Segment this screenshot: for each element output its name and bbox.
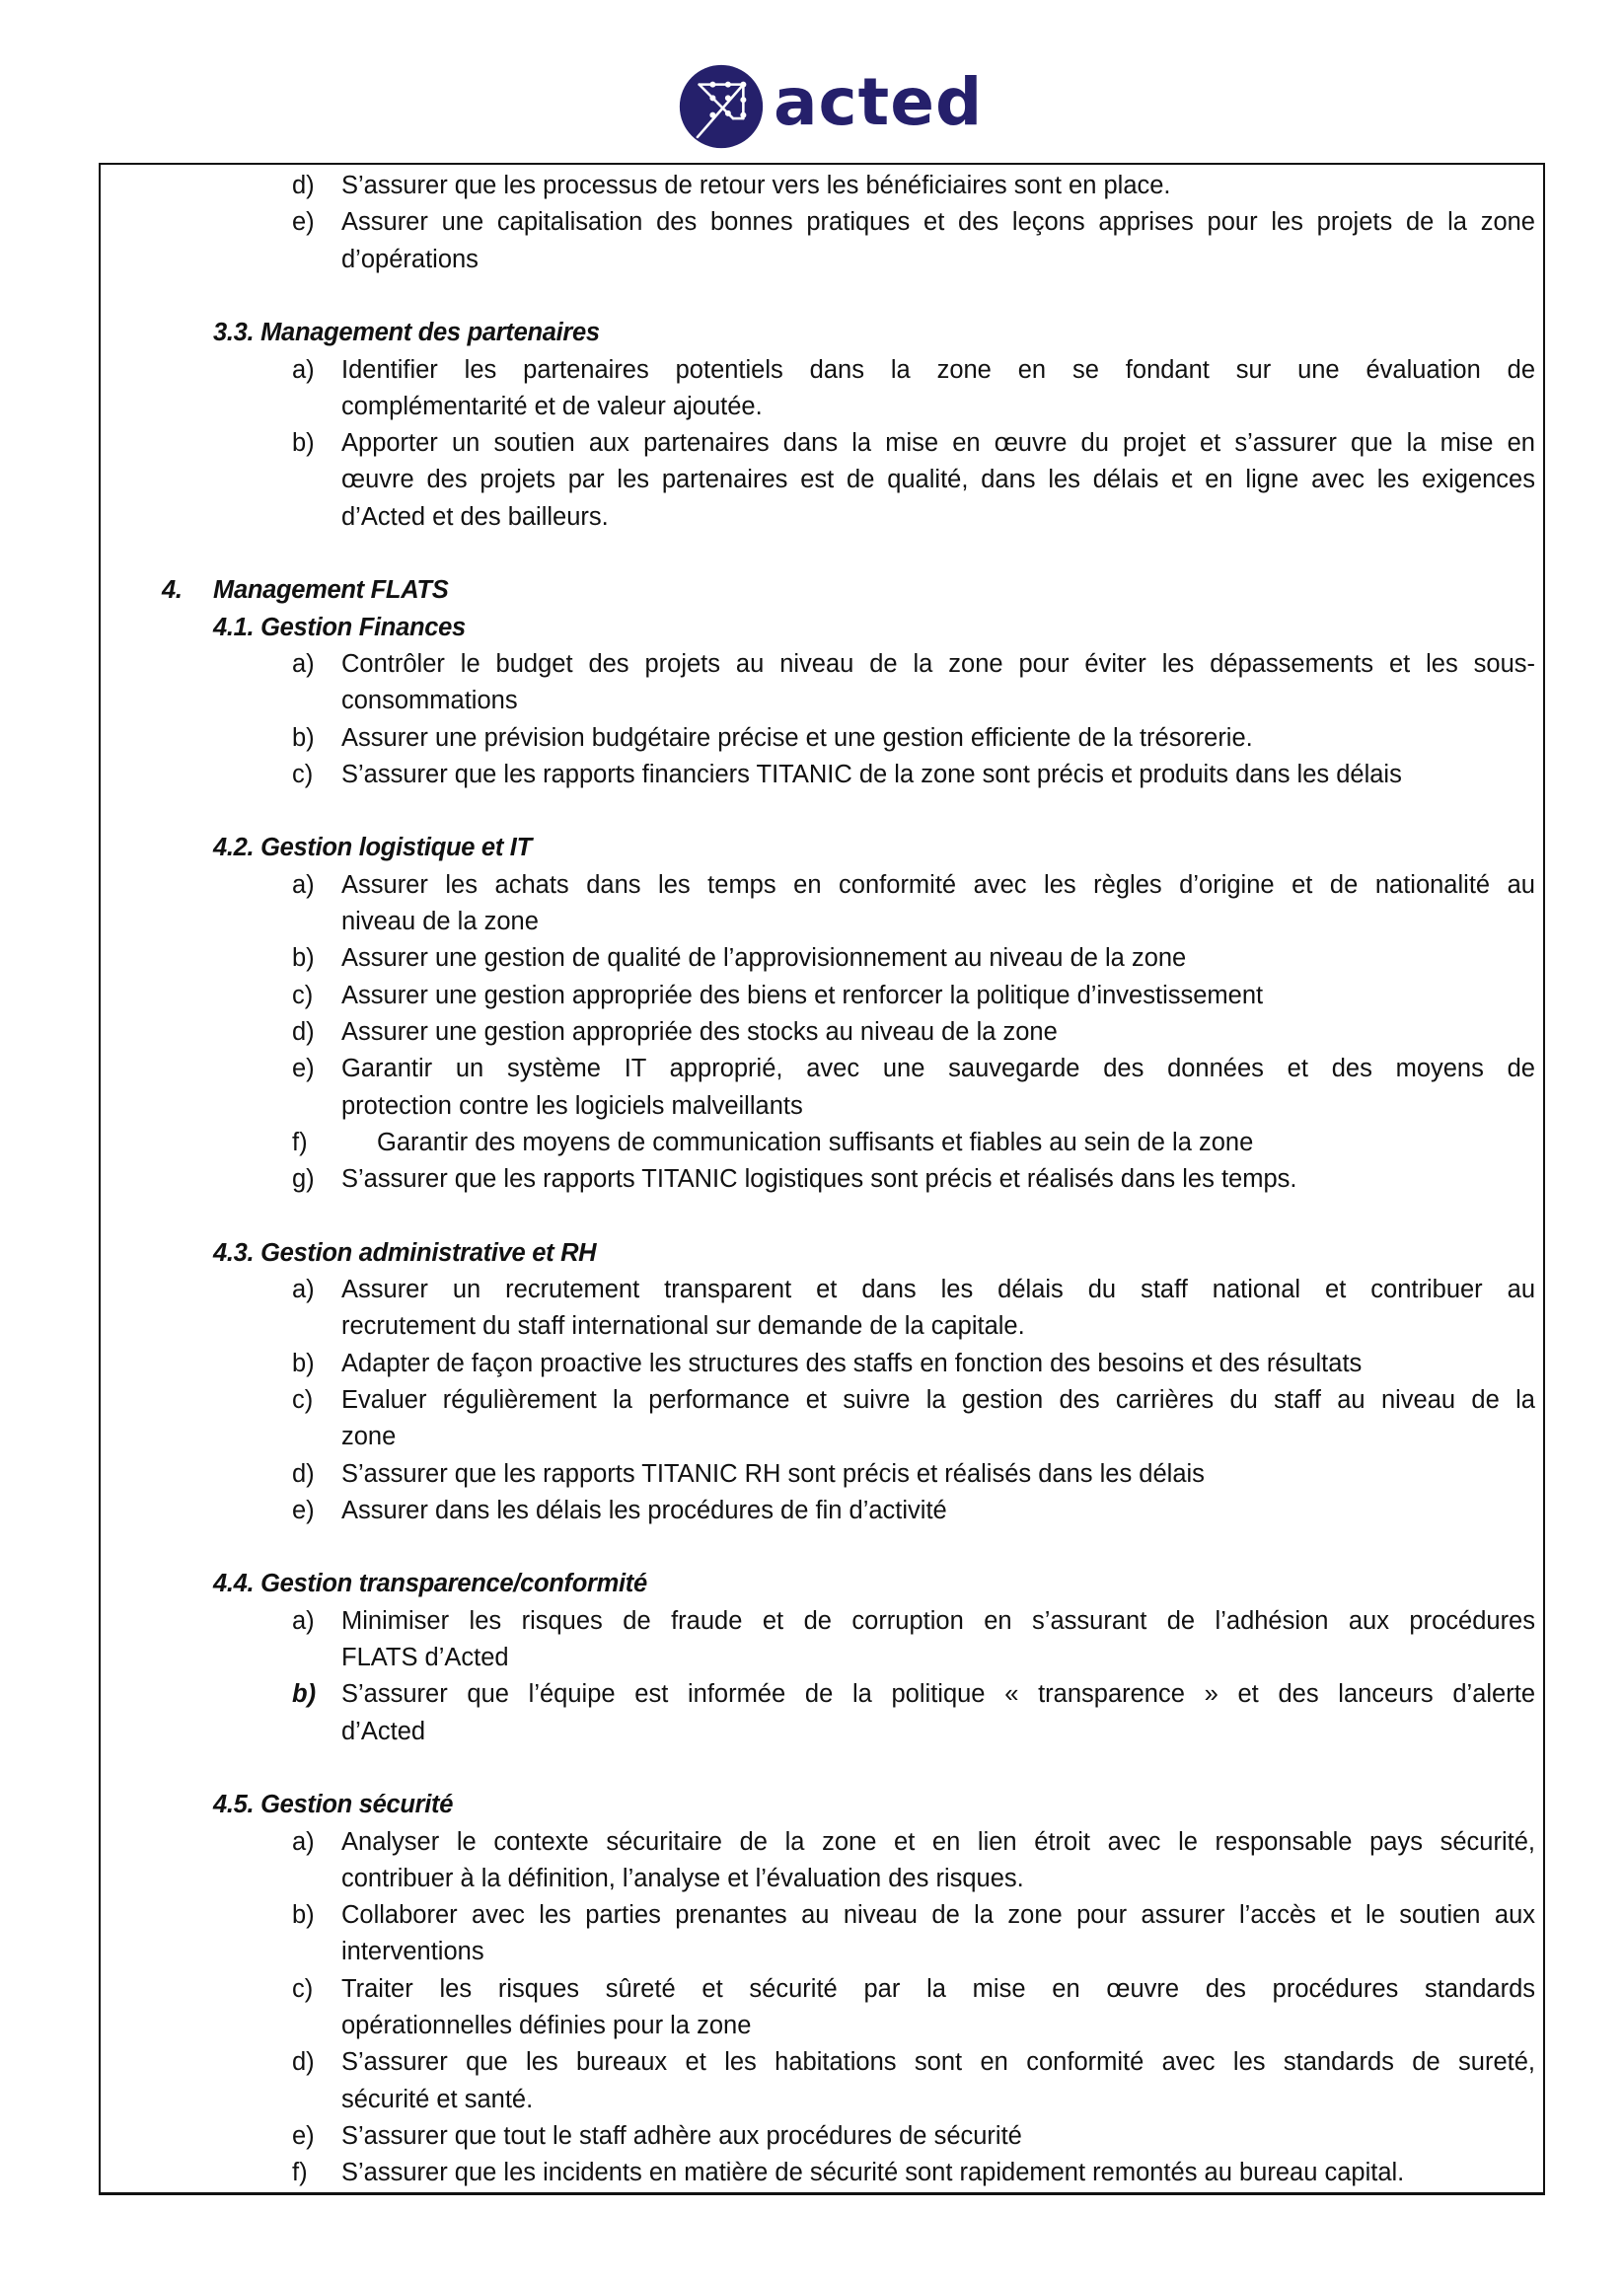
- list-item-text: Identifier les partenaires potentiels dans la zone en se fondant sur une évaluation de: [341, 355, 1535, 384]
- list-item-text: Traiter les risques sûreté et sécurité par la mise en œuvre des procédures standards: [341, 1974, 1535, 2003]
- list-marker: e): [292, 1055, 315, 1083]
- list-item-text: S’assurer que les rapports TITANIC logistiques sont précis et réalisés dans les temps.: [341, 1165, 1297, 1194]
- list-marker: a): [292, 1606, 315, 1635]
- list-marker: b): [292, 1680, 317, 1709]
- list-item-text: Assurer une gestion appropriée des biens et renforcer la politique d’investissement: [341, 981, 1264, 1009]
- list-item-text: Assurer une capitalisation des bonnes pratiques et des leçons apprises pour les projets de la zone: [341, 208, 1535, 237]
- list-item-text: niveau de la zone: [341, 908, 539, 935]
- list-marker: a): [292, 649, 315, 678]
- list-item-text: Assurer une gestion de qualité de l’approvisionnement au niveau de la zone: [341, 944, 1187, 973]
- list-item-text: Collaborer avec les parties prenantes au niveau de la zone pour assurer l’accès et le soutien aux: [341, 1901, 1535, 1930]
- list-item-text: contribuer à la définition, l’analyse et l’évaluation des risques.: [341, 1864, 1024, 1892]
- list-item-text: Adapter de façon proactive les structures des staffs en fonction des besoins et des résultats: [341, 1349, 1363, 1377]
- list-item-text: Assurer les achats dans les temps en conformité avec les règles d’origine et de nationalité au: [341, 870, 1535, 899]
- list-marker: e): [292, 208, 315, 237]
- subsection-heading: 4.1. Gestion Finances: [213, 613, 466, 641]
- list-item-text: Assurer dans les délais les procédures de fin d’activité: [341, 1496, 947, 1524]
- list-marker: a): [292, 1827, 315, 1856]
- acted-logo: [679, 61, 983, 152]
- list-item-text: opérationnelles définies pour la zone: [341, 2012, 752, 2039]
- list-item-text: Contrôler le budget des projets au niveau de la zone pour éviter les dépassements et les sous-: [341, 649, 1535, 678]
- list-item-text: Minimiser les risques de fraude et de corruption en s’assurant de l’adhésion aux procédures: [341, 1606, 1535, 1635]
- list-item-text: Assurer un recrutement transparent et dans les délais du staff national et contribuer au: [341, 1276, 1535, 1303]
- list-item-text: œuvre des projets par les partenaires est de qualité, dans les délais et en ligne avec les exigences: [341, 466, 1535, 494]
- list-item-text: consommations: [341, 687, 518, 715]
- list-item-text: protection contre les logiciels malveillants: [341, 1091, 803, 1120]
- subsection-heading: 4.4. Gestion transparence/conformité: [213, 1570, 647, 1598]
- list-item-text: Apporter un soutien aux partenaires dans la mise en œuvre du projet et s’assurer que la mise en: [341, 429, 1535, 458]
- acted-logo-text: acted: [774, 64, 984, 140]
- list-item-text: S’assurer que les rapports TITANIC RH sont précis et réalisés dans les délais: [341, 1459, 1205, 1488]
- list-marker: d): [292, 172, 315, 199]
- list-marker: f): [292, 1128, 308, 1156]
- list-item-text: S’assurer que les incidents en matière de sécurité sont rapidement remontés au bureau capital.: [341, 2159, 1405, 2187]
- list-item-text: zone: [341, 1423, 397, 1451]
- list-item-text: sécurité et santé.: [341, 2085, 534, 2113]
- list-item-text: S’assurer que les rapports financiers TITANIC de la zone sont précis et produits dans les délais: [341, 760, 1402, 788]
- list-item-text: Analyser le contexte sécuritaire de la zone et en lien étroit avec le responsable pays sécurité,: [341, 1827, 1535, 1856]
- list-marker: a): [292, 870, 315, 899]
- list-item-text: Garantir un système IT approprié, avec une sauvegarde des données et des moyens de: [341, 1055, 1535, 1083]
- list-marker: d): [292, 2048, 315, 2077]
- document-frame: [99, 163, 1545, 2195]
- list-marker: g): [292, 1165, 315, 1194]
- list-item-text: S’assurer que les processus de retour vers les bénéficiaires sont en place.: [341, 172, 1171, 199]
- list-marker: c): [292, 760, 314, 788]
- section-heading-3-3: 3.3. Management des partenaires: [213, 319, 600, 347]
- subsection-heading: 4.5. Gestion sécurité: [213, 1791, 454, 1819]
- list-item-text: recrutement du staff international sur demande de la capitale.: [341, 1312, 1025, 1341]
- list-item-text: complémentarité et de valeur ajoutée.: [341, 392, 763, 420]
- list-item-text: S’assurer que les bureaux et les habitations sont en conformité avec les standards de sureté,: [341, 2048, 1535, 2077]
- list-marker: b): [292, 723, 315, 752]
- subsection-heading: 4.3. Gestion administrative et RH: [213, 1238, 597, 1267]
- subsection-heading: 4.2. Gestion logistique et IT: [213, 834, 532, 862]
- list-item-text: interventions: [341, 1938, 484, 1966]
- list-item-text: Garantir des moyens de communication suffisants et fiables au sein de la zone: [377, 1128, 1254, 1156]
- section-number-4: 4.: [162, 576, 183, 605]
- list-marker: b): [292, 429, 315, 458]
- acted-logo-mark-icon: [679, 64, 764, 149]
- list-marker: d): [292, 1017, 315, 1046]
- section-heading-4: Management FLATS: [213, 576, 449, 605]
- list-marker: e): [292, 1496, 315, 1524]
- list-item-text: Assurer une gestion appropriée des stocks au niveau de la zone: [341, 1017, 1058, 1046]
- list-item-text: d’Acted: [341, 1717, 426, 1745]
- list-item-text: S’assurer que tout le staff adhère aux procédures de sécurité: [341, 2121, 1022, 2150]
- list-marker: d): [292, 1459, 315, 1488]
- list-item-text: FLATS d’Acted: [341, 1644, 509, 1671]
- list-item-text: S’assurer que l’équipe est informée de la politique « transparence » et des lanceurs d’alerte: [341, 1680, 1535, 1709]
- list-marker: a): [292, 355, 315, 384]
- list-marker: c): [292, 981, 314, 1009]
- list-marker: e): [292, 2121, 315, 2150]
- list-marker: a): [292, 1276, 315, 1303]
- list-item-text: d’Acted et des bailleurs.: [341, 502, 609, 531]
- list-marker: f): [292, 2159, 308, 2187]
- list-marker: b): [292, 1349, 315, 1377]
- list-marker: c): [292, 1385, 314, 1414]
- list-item-text: Assurer une prévision budgétaire précise et une gestion efficiente de la trésorerie.: [341, 723, 1253, 752]
- list-marker: c): [292, 1974, 314, 2003]
- list-item-text: Evaluer régulièrement la performance et suivre la gestion des carrières du staff au niveau de la: [341, 1385, 1535, 1414]
- list-marker: b): [292, 944, 315, 973]
- list-item-text: d’opérations: [341, 245, 479, 273]
- list-marker: b): [292, 1901, 315, 1930]
